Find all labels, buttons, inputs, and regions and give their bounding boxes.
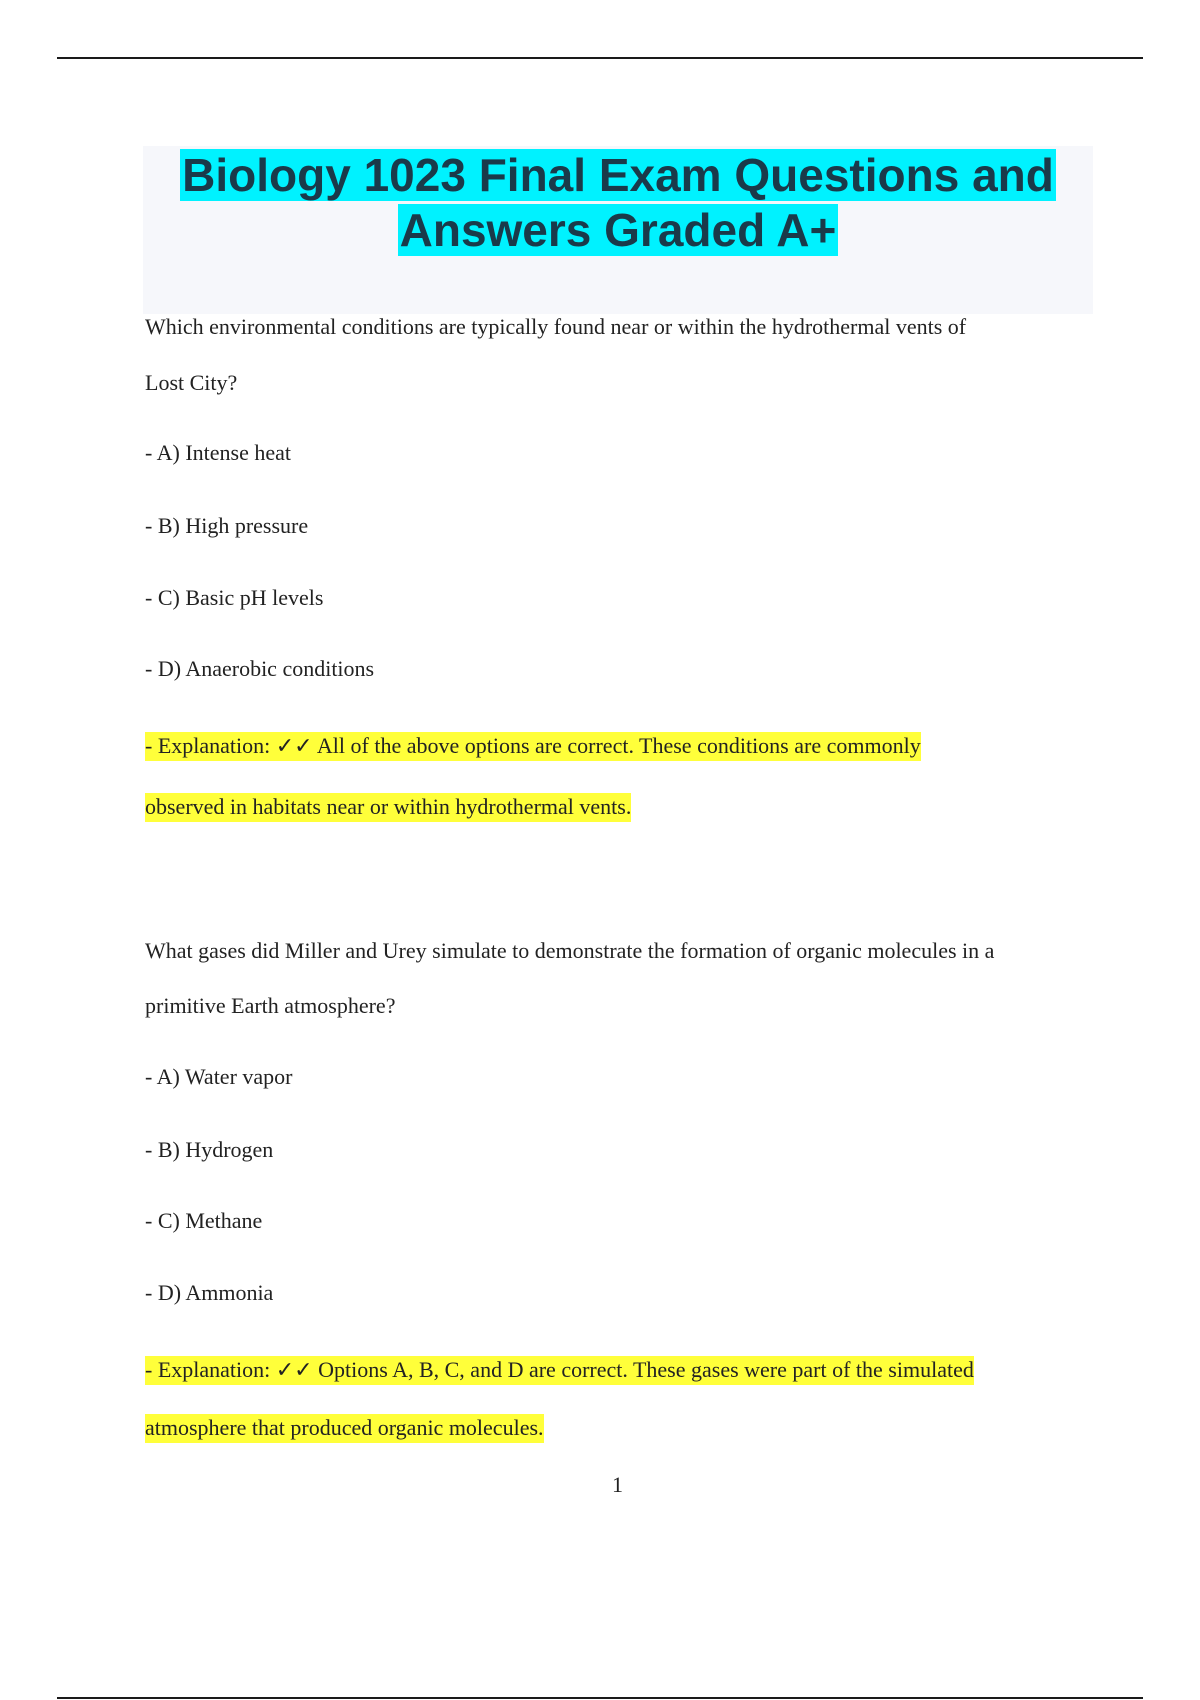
question-1-prompt-line-2: Lost City? [145,370,238,395]
explanation-highlight: - Explanation: ✓✓ Options A, B, C, and D are correct. These gases were part of the simulated [145,1356,974,1385]
question-2-prompt-line-2: primitive Earth atmosphere? [145,993,396,1018]
question-1-option-b: - B) High pressure [145,513,309,538]
document-title-block [143,146,1093,314]
explanation-highlight: - Explanation: ✓✓ All of the above options are correct. These conditions are commonly [145,732,921,761]
question-1-prompt-line-1: Which environmental conditions are typically found near or within the hydrothermal vents of [145,314,967,339]
question-1-explanation-line-2 [145,793,631,821]
question-1-explanation-line-1 [145,732,921,760]
question-1-option-d: - D) Anaerobic conditions [145,656,375,681]
question-2-prompt-line-1: What gases did Miller and Urey simulate to demonstrate the formation of organic molecules in a [145,938,995,963]
question-2-explanation-line-2 [145,1414,544,1442]
document-title-line-1: Biology 1023 Final Exam Questions and [182,149,1054,201]
question-2-option-b: - B) Hydrogen [145,1137,274,1162]
question-1-option-a: - A) Intense heat [145,440,291,465]
header-rule [57,57,1143,59]
question-2-option-a: - A) Water vapor [145,1064,293,1089]
footer-rule [57,1697,1143,1699]
question-2-option-c: - C) Methane [145,1208,263,1233]
question-1-option-c: - C) Basic pH levels [145,585,324,610]
question-2-explanation-line-1 [145,1356,974,1384]
explanation-highlight: observed in habitats near or within hydrothermal vents. [145,793,631,822]
document-title-line-2: Answers Graded A+ [399,204,837,256]
question-2-option-d: - D) Ammonia [145,1280,274,1305]
explanation-highlight: atmosphere that produced organic molecules. [145,1414,544,1443]
page-number: 1 [612,1472,623,1497]
